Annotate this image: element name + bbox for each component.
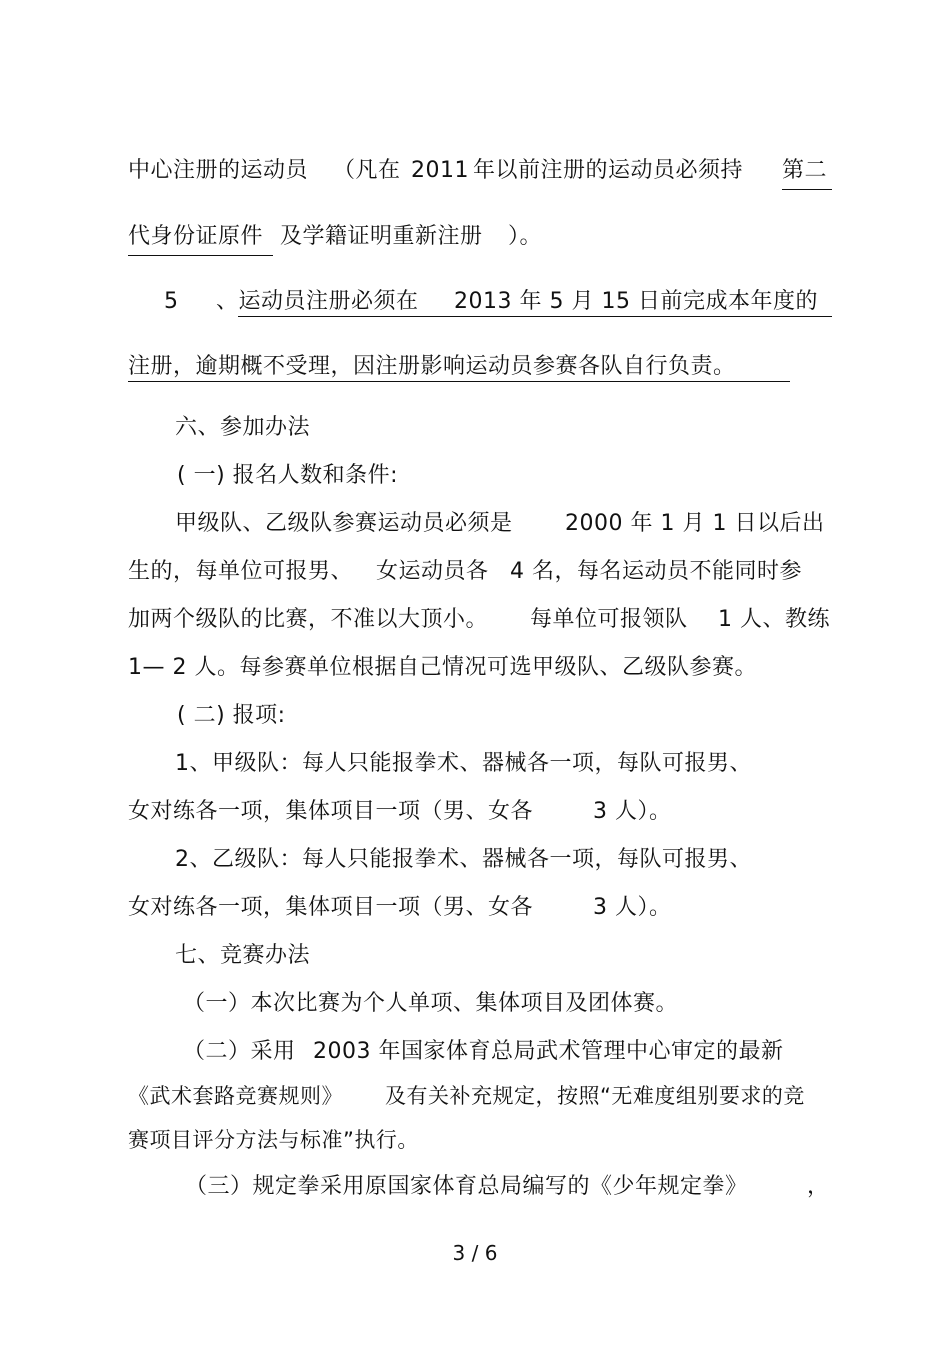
text-segment: 女对练各一项，集体项目一项（男、女各 xyxy=(128,799,534,824)
text-segment: 女对练各一项，集体项目一项（男、女各 xyxy=(128,895,534,920)
text-segment: 1— 2 人。每参赛单位根据自己情况可选甲级队、乙级队参赛。 xyxy=(128,655,757,680)
page-number: 3 / 6 xyxy=(452,1241,498,1265)
text-segment: 2013 年 5 月 15 日前完成本年度的 xyxy=(454,289,818,314)
text-segment: ）。 xyxy=(508,224,543,249)
text-segment: 女运动员各 xyxy=(376,559,489,584)
text-segment: （凡在 xyxy=(333,158,401,183)
text-segment: 及学籍证明重新注册 xyxy=(280,224,483,249)
text-segment: 加两个级队的比赛，不准以大顶小。 xyxy=(128,607,489,632)
heading-text: ( 一) 报名人数和条件: xyxy=(177,463,399,488)
heading-text: 六、参加办法 xyxy=(175,415,311,440)
text-segment: 注册，逾期概不受理，因注册影响运动员参赛各队自行负责。 xyxy=(128,354,736,379)
text-segment: ， xyxy=(807,1174,830,1199)
text-segment: 赛项目评分方法与标准”执行。 xyxy=(128,1128,419,1152)
text-segment: 1 人、教练 xyxy=(718,607,830,632)
underline xyxy=(238,316,832,317)
text-segment: 生的，每单位可报男、 xyxy=(128,559,354,584)
underlined-text: 代身份证原件 xyxy=(128,222,273,256)
text-segment: 4 名，每名运动员不能同时参 xyxy=(510,559,802,584)
text-segment: 1、甲级队：每人只能报拳术、器械各一项，每队可报男、 xyxy=(175,751,752,776)
text-segment: 甲级队、乙级队参赛运动员必须是 xyxy=(175,511,513,536)
text-segment: （一）本次比赛为个人单项、集体项目及团体赛。 xyxy=(183,991,679,1016)
text-segment: 3 人）。 xyxy=(593,895,672,920)
text-segment: 、运动员注册必须在 xyxy=(216,289,419,314)
text-segment: 3 人）。 xyxy=(593,799,672,824)
text-segment: 2、乙级队：每人只能报拳术、器械各一项，每队可报男、 xyxy=(175,847,752,872)
text-segment: （三）规定拳采用原国家体育总局编写的《少年规定拳》 xyxy=(185,1174,748,1199)
text-segment: 中心注册的运动员 xyxy=(128,158,309,183)
heading-text: ( 二) 报项: xyxy=(177,703,286,728)
text-segment: 年以前注册的运动员必须持 xyxy=(473,158,744,183)
text-segment: 2011 xyxy=(411,158,469,183)
heading-text: 七、竞赛办法 xyxy=(175,943,311,968)
text-segment: 5 xyxy=(164,289,179,314)
text-segment: 2003 年国家体育总局武术管理中心审定的最新 xyxy=(313,1039,784,1064)
text-segment: 每单位可报领队 xyxy=(530,607,688,632)
text-segment: （二）采用 xyxy=(183,1039,296,1064)
text-segment: 及有关补充规定，按照“无难度组别要求的竞 xyxy=(385,1084,805,1108)
underlined-text: 第二 xyxy=(782,156,832,190)
underline xyxy=(128,381,790,382)
text-segment: 《武术套路竞赛规则》 xyxy=(128,1084,343,1108)
text-segment: 2000 年 1 月 1 日以后出 xyxy=(565,511,825,536)
